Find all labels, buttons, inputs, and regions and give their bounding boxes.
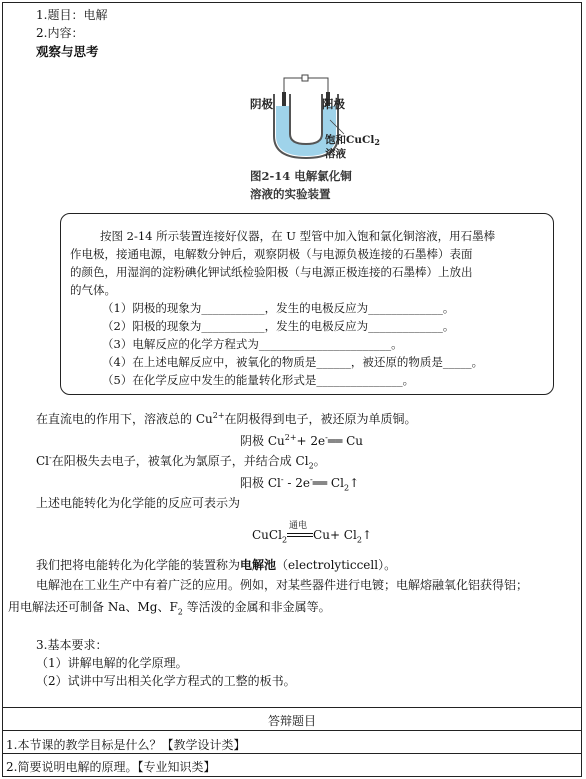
- box-paragraph-line: 作电极，接通电源，电解数分钟后，观察阴极（与电源负极连接的石墨棒）表面: [70, 247, 473, 261]
- divider-line: [2, 707, 582, 708]
- box-paragraph-line: 的颜色，用湿润的淀粉碘化钾试纸检验阳极（与电源正极连接的石墨棒）上放出: [70, 265, 473, 279]
- question-2: （2）阳极的现象为___________，发生的电极反应为_____________。: [102, 319, 455, 333]
- topic-line: 1.题目：电解: [36, 8, 108, 22]
- question-3: （3）电解反应的化学方程式为_______________________。: [102, 337, 403, 351]
- defense-question-1: 1.本节课的教学目标是什么？【教学设计类】: [6, 738, 246, 752]
- cathode-label: 阴极: [250, 97, 273, 111]
- explanation-cathode: 在直流电的作用下，溶液总的 $Cu^{2+}$在阴极得到电子，被还原为单质铜。: [36, 411, 417, 426]
- requirement-2: （2）试讲中写出相关化学方程式的工整的板书。: [36, 674, 296, 688]
- divider-line: [2, 730, 582, 731]
- anode-label: 阳极: [322, 97, 345, 111]
- solution-label-2: 溶液: [325, 148, 346, 160]
- application-paragraph-line1: 电解池在工业生产中有着广泛的应用。例如，对某些器件进行电镀；电解熔融氧化铝获得铝；: [36, 578, 529, 592]
- application-paragraph-line2: 用电解法还可制备 Na、Mg、$F_2$ 等活泼的金属和非金属等。: [8, 600, 331, 617]
- section-title: 观察与思考: [36, 44, 99, 59]
- content-line: 2.内容：: [36, 26, 84, 40]
- requirement-1: （1）讲解电解的化学原理。: [36, 656, 188, 670]
- equation-cathode: 阴极 $Cu^{2+}+$ 2e-══ Cu: [240, 433, 364, 448]
- condition-label: 通电: [289, 520, 308, 531]
- equation-anode: 阳极 Cl- - 2e-══ $Cl_2↑$: [240, 475, 360, 493]
- defense-title: 答辩题目: [267, 714, 316, 728]
- requirements-title: 3.基本要求：: [36, 638, 108, 652]
- box-paragraph-line: 的气体。: [70, 283, 116, 297]
- question-5: （5）在化学反应中发生的能量转化形式是_______________。: [102, 373, 415, 387]
- figure-caption-2: 溶液的实验装置: [250, 187, 331, 201]
- defense-question-2: 2.简要说明电解的原理。【专业知识类】: [6, 760, 216, 774]
- question-4: （4）在上述电解反应中，被氧化的物质是______，被还原的物质是_____。: [102, 355, 484, 369]
- figure-caption-1: 图2-14 电解氯化铜: [250, 169, 352, 183]
- divider-line: [2, 753, 582, 754]
- question-1: （1）阴极的现象为___________，发生的电极反应为_____________。: [102, 301, 455, 315]
- overall-equation: CuCl$_2$ 通电 $Cu+ Cl_2↑$: [252, 528, 372, 544]
- electrolytic-cell-term: 电解池: [240, 558, 277, 572]
- explanation-anode: Cl-在阳极失去电子，被氧化为氯原子，并结合成 $Cl_2$。: [36, 453, 326, 471]
- box-paragraph-line: 按图 2-14 所示装置连接好仪器，在 U 型管中加入饱和氯化铜溶液，用石墨棒: [100, 229, 496, 243]
- definition-paragraph: 我们把将电能转化为化学能的装置称为电解池（electrolyticcell）。: [36, 558, 397, 572]
- reaction-intro: 上述电能转化为化学能的反应可表示为: [36, 496, 241, 510]
- solution-label-1: 饱和CuCl2: [325, 134, 380, 147]
